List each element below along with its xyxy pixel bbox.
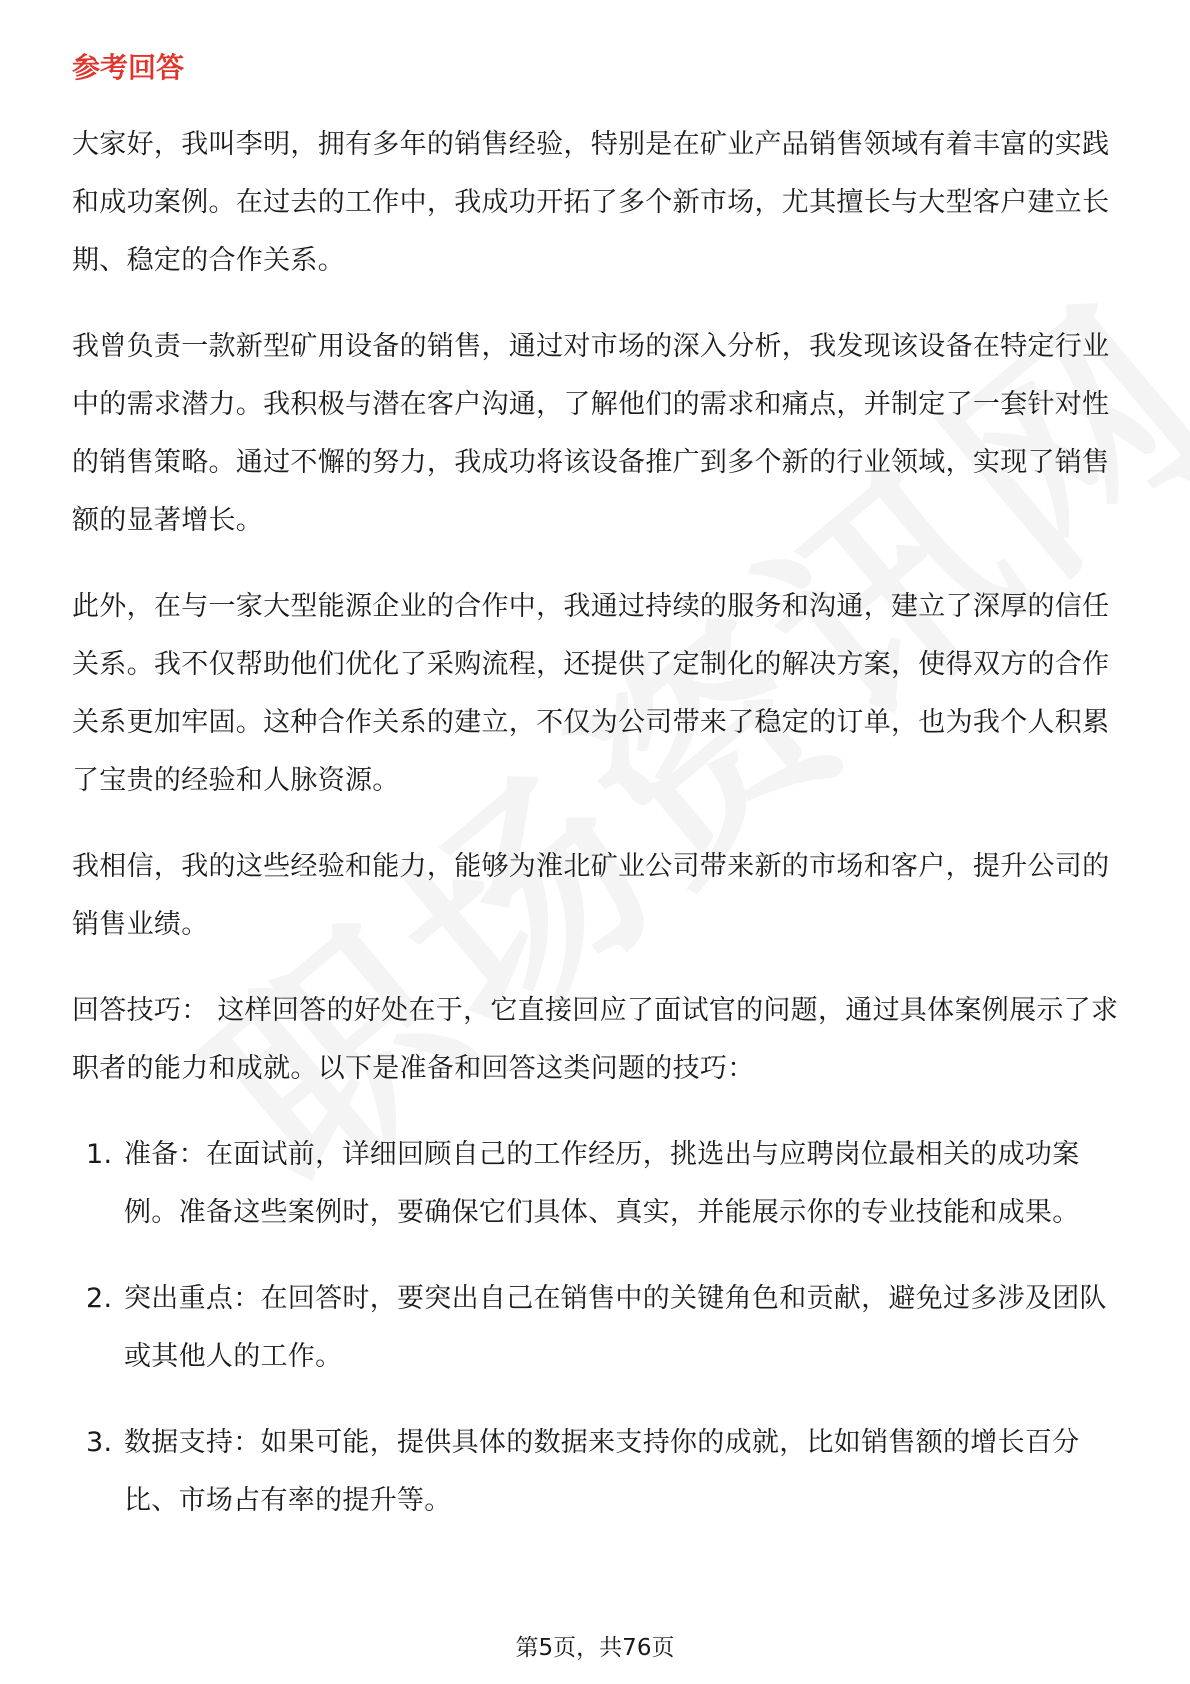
paragraph-intro: 大家好，我叫李明，拥有多年的销售经验，特别是在矿业产品销售领域有着丰富的实践和成功案例。在过去的工作中，我成功开拓了多个新市场，尤其擅长与大型客户建立长期、稳定的合作关系。 bbox=[72, 129, 1110, 276]
page-number: 第5页，共76页 bbox=[515, 1635, 675, 1661]
list-item bbox=[72, 1414, 1122, 1530]
tips-list bbox=[72, 1126, 1122, 1530]
page-content bbox=[72, 48, 1122, 1558]
paragraph-equipment-case: 我曾负责一款新型矿用设备的销售，通过对市场的深入分析，我发现该设备在特定行业中的需求潜力。我积极与潜在客户沟通，了解他们的需求和痛点，并制定了一套针对性的销售策略。通过不懈的努力，我成功将该设备推广到多个新的行业领域，实现了销售额的显著增长。 bbox=[72, 331, 1110, 536]
list-item-text: 数据支持：如果可能，提供具体的数据来支持你的成就，比如销售额的增长百分比、市场占有率的提升等。 bbox=[124, 1427, 1080, 1516]
list-number: 1. bbox=[86, 1139, 113, 1170]
section-title: 参考回答 bbox=[72, 51, 185, 84]
paragraph-conclusion: 我相信，我的这些经验和能力，能够为淮北矿业公司带来新的市场和客户，提升公司的销售业绩。 bbox=[72, 851, 1110, 940]
list-item-text: 突出重点：在回答时，要突出自己在销售中的关键角色和贡献，避免过多涉及团队或其他人的工作。 bbox=[124, 1283, 1107, 1372]
list-item bbox=[72, 1270, 1122, 1386]
paragraph-answer-tips: 回答技巧： 这样回答的好处在于，它直接回应了面试官的问题，通过具体案例展示了求职者的能力和成就。以下是准备和回答这类问题的技巧： bbox=[72, 995, 1119, 1084]
list-number: 3. bbox=[86, 1427, 113, 1458]
list-item bbox=[72, 1126, 1122, 1242]
list-item-text: 准备：在面试前，详细回顾自己的工作经历，挑选出与应聘岗位最相关的成功案例。准备这些案例时，要确保它们具体、真实，并能展示你的专业技能和成果。 bbox=[124, 1139, 1080, 1228]
paragraph-energy-case: 此外，在与一家大型能源企业的合作中，我通过持续的服务和沟通，建立了深厚的信任关系。我不仅帮助他们优化了采购流程，还提供了定制化的解决方案，使得双方的合作关系更加牢固。这种合作关系的建立，不仅为公司带来了稳定的订单，也为我个人积累了宝贵的经验和人脉资源。 bbox=[72, 591, 1110, 796]
list-number: 2. bbox=[86, 1283, 113, 1314]
